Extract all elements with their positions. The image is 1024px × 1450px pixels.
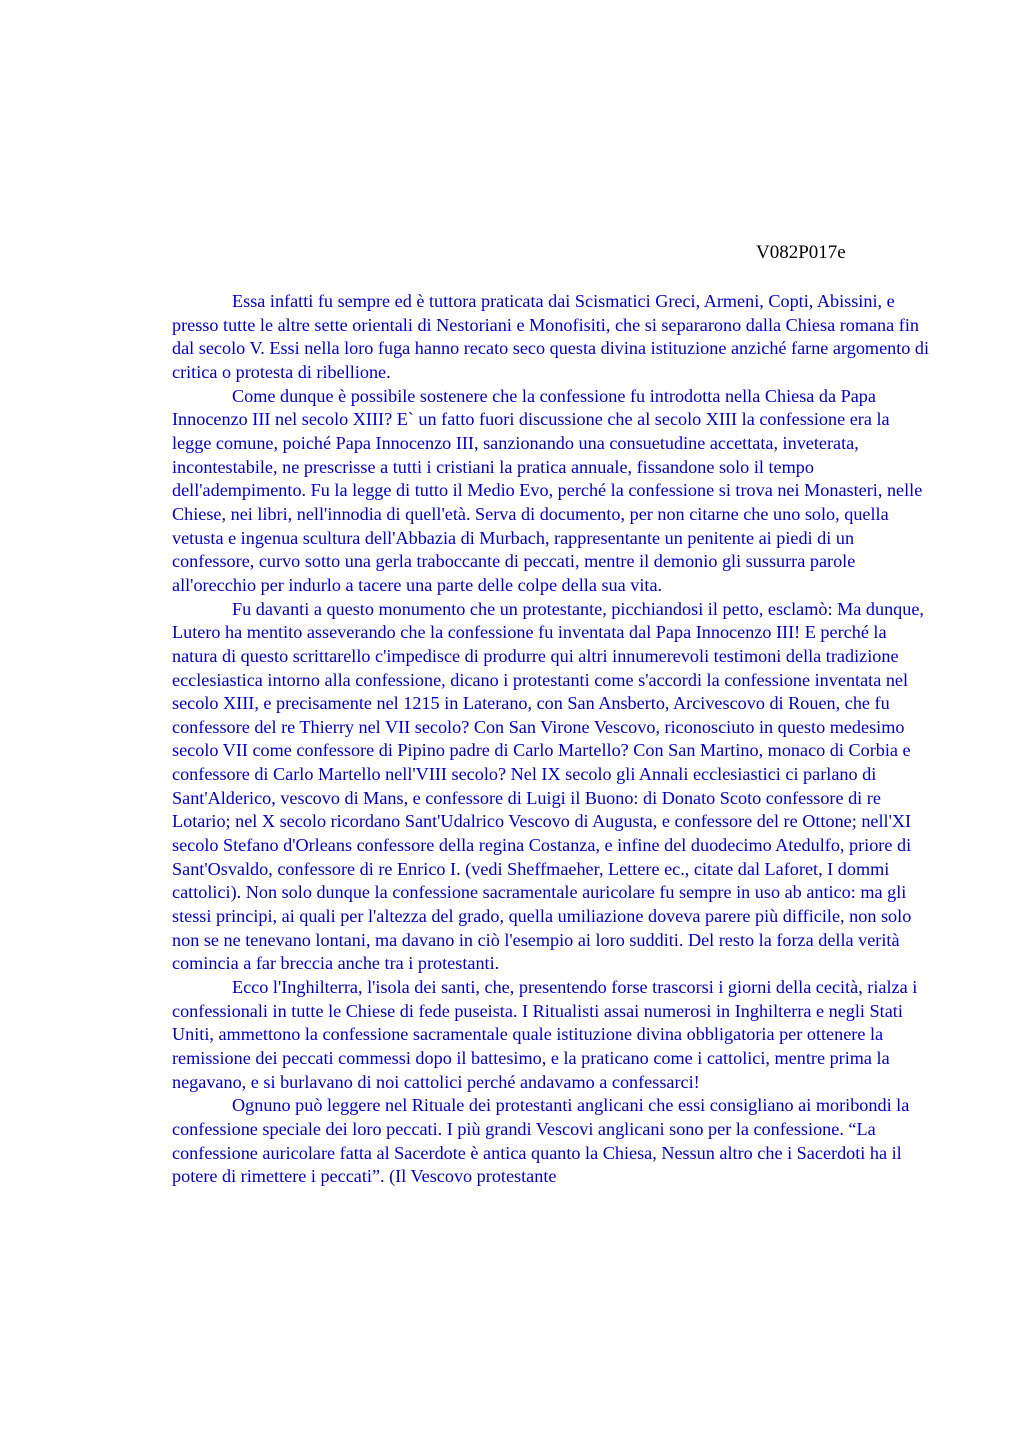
paragraph: Come dunque è possibile sostenere che la confessione fu introdotta nella Chiesa da Papa Innocenzo III nel secolo XIII? E` un fatto fuori discussione che al secolo XIII la confessione era la legge comune, poiché Papa Innocenzo III, sanzionando una consuetudine accettata, inveterata, incontestabile, ne prescrisse a tutti i cristiani la pratica annuale, fissandone solo il tempo dell'adempimento. Fu la legge di tutto il Medio Evo, perché la confessione si trova nei Monasteri, nelle Chiese, nei libri, nell'innodia di quell'età. Serva di documento, per non citarne che uno solo, quella vetusta e ingenua scultura dell'Abbazia di Murbach, rappresentante un penitente ai piedi di un confessore, curvo sotto una gerla traboccante di peccati, mentre il demonio gli sussurra parole all'orecchio per indurlo a tacere una parte delle colpe della sua vita. bbox=[172, 385, 923, 595]
paragraph: Ognuno può leggere nel Rituale dei protestanti anglicani che essi consigliano ai moribondi la confessione speciale dei loro peccati. I più grandi Vescovi anglicani sono per la confessione. “La confessione auricolare fatta al Sacerdote è antica quanto la Chiesa, Nessun altro che i Sacerdoti ha il potere di rimettere i peccati”. (Il Vescovo protestante bbox=[172, 1095, 910, 1187]
paragraph: Fu davanti a questo monumento che un protestante, picchiandosi il petto, esclamò: Ma dunque, Lutero ha mentito asseverando che la confessione fu inventata dal Papa Innocenzo III! E perché la natura di questo scrittarello c'impedisce di produrre qui altri innumerevoli testimoni della tradizione ecclesiastica intorno alla confessione, dicano i protestanti come s'accordi la confessione inventata nel secolo XIII, e precisamente nel 1215 in Laterano, con San Ansberto, Arcivescovo di Rouen, che fu confessore del re Thierry nel VII secolo? Con San Virone Vescovo, riconosciuto in questo medesimo secolo VII come confessore di Pipino padre di Carlo Martello? Con San Martino, monaco di Corbia e confessore di Carlo Martello nell'VIII secolo? Nel IX secolo gli Annali ecclesiastici ci parlano di Sant'Alderico, vescovo di Mans, e confessore di Luigi il Buono: di Donato Scoto confessore di re Lotario; nel X secolo ricordano Sant'Udalrico Vescovo di Augusta, e confessore del re Ottone; nell'XI secolo Stefano d'Orleans confessore della regina Costanza, e infine del duodecimo Atedulfo, priore di Sant'Osvaldo, confessore di re Enrico I. (vedi Sheffmaeher, Lettere ec., citate dal Laforet, I dommi cattolici). Non solo dunque la confessione sacramentale auricolare fu sempre in uso ab antico: ma gli stessi principi, ai quali per l'altezza del grado, quella umiliazione doveva parere più difficile, non solo non se ne tenevano lontani, ma davano in ciò l'esempio ai loro sudditi. Del resto la forza della verità comincia a far breccia anche tra i protestanti. bbox=[172, 598, 924, 974]
document-body bbox=[172, 290, 932, 1189]
page-identifier: V082P017e bbox=[756, 242, 846, 263]
paragraph: Essa infatti fu sempre ed è tuttora praticata dai Scismatici Greci, Armeni, Copti, Abissini, e presso tutte le altre sette orientali di Nestoriani e Monofisiti, che si separarono dalla Chiesa romana fin dal secolo V. Essi nella loro fuga hanno recato seco questa divina istituzione anziché farne argomento di critica o protesta di ribellione. bbox=[172, 291, 930, 382]
paragraph: Ecco l'Inghilterra, l'isola dei santi, che, presentendo forse trascorsi i giorni della cecità, rialza i confessionali in tutte le Chiese di fede puseista. I Ritualisti assai numerosi in Inghilterra e negli Stati Uniti, ammettono la confessione sacramentale quale istituzione divina obbligatoria per ottenere la remissione dei peccati commessi dopo il battesimo, e la praticano come i cattolici, mentre prima la negavano, e si burlavano di noi cattolici perché andavamo a confessarci! bbox=[172, 977, 918, 1092]
